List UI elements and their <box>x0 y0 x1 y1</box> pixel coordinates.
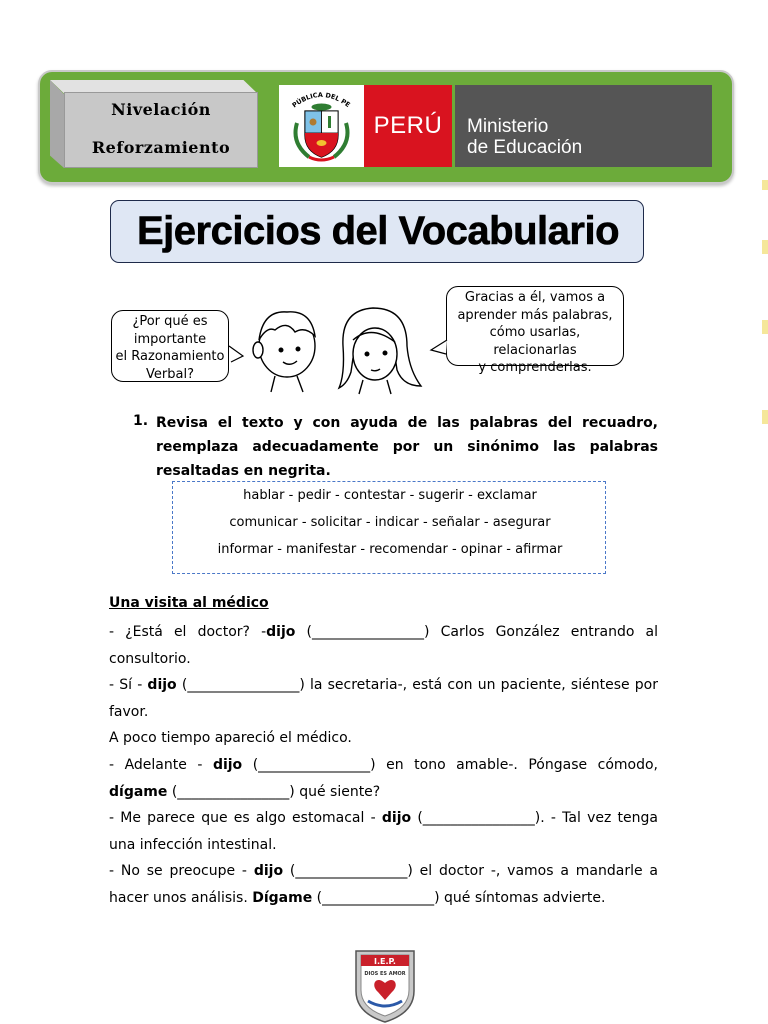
girl-drawing-icon <box>339 308 421 394</box>
story-paragraph-4 <box>109 752 658 805</box>
word-bank-line-3: informar - manifestar - recomendar - opinar - afirmar <box>217 542 563 557</box>
word-bank-line-2: comunicar - solicitar - indicar - señalar - asegurar <box>229 515 551 530</box>
boy-speech-bubble <box>111 310 229 382</box>
peru-label: PERÚ <box>364 85 452 167</box>
girl-line-2: aprender más palabras, <box>457 307 613 323</box>
bold-word: Dígame <box>252 889 313 906</box>
peru-coat-of-arms <box>279 85 364 167</box>
story-text: - Adelante - <box>109 756 213 773</box>
story-text: (________________) la secretaria-, está con un paciente, siéntese por favor. <box>109 677 658 720</box>
story-text: (________________) qué siente? <box>167 783 381 800</box>
children-illustration <box>225 296 465 396</box>
story-text: - No se preocupe - <box>109 863 254 880</box>
story-title: Una visita al médico <box>109 595 269 611</box>
word-bank-line-1: hablar - pedir - contestar - sugerir - exclamar <box>243 488 537 503</box>
logo-motto: DIOS ES AMOR <box>364 971 406 977</box>
logo-text: I.E.P. <box>374 957 396 966</box>
bold-word: dijo <box>147 677 177 694</box>
bold-word: dijo <box>253 863 284 880</box>
shield-caption: PÚBLICA DEL PE <box>290 90 352 110</box>
bold-word: dijo <box>266 624 296 640</box>
story-text: (________________) el doctor -, vamos a mandarle a hacer unos análisis. <box>109 863 658 906</box>
story-text: - Sí - <box>109 677 148 694</box>
bold-word: dijo <box>212 756 243 773</box>
page-title-box <box>110 200 644 263</box>
story-text: - Me parece que es algo estomacal - <box>109 810 382 827</box>
story-body <box>109 619 658 912</box>
page-title: Ejercicios del Vocabulario <box>137 209 619 253</box>
word-bank-box <box>172 481 606 574</box>
level-badge <box>50 80 258 168</box>
girl-bubble-tail <box>431 340 447 354</box>
level-label-1: Nivelación <box>111 100 211 119</box>
story-paragraph-6 <box>109 858 658 911</box>
boy-line-1: ¿Por qué es <box>132 314 208 329</box>
story-text: (________________) Carlos González entrando al consultorio. <box>109 624 658 667</box>
instruction-number: 1. <box>133 413 149 429</box>
story-text: (________________) qué síntomas advierte. <box>312 889 606 906</box>
ministry-label <box>455 85 712 167</box>
girl-speech-bubble <box>446 286 624 375</box>
school-logo-icon <box>352 945 418 1024</box>
edge-marks <box>760 180 768 480</box>
boy-drawing-icon <box>253 312 315 392</box>
level-label-2: Reforzamiento <box>91 138 231 157</box>
boy-line-2: importante <box>133 331 207 347</box>
story-text: (________________) en tono amable-. Póngase cómodo, <box>242 756 658 773</box>
story-paragraph-3: A poco tiempo apareció el médico. <box>109 730 352 747</box>
coat-of-arms-icon <box>279 85 364 167</box>
girl-line-3: cómo usarlas, relacionarlas <box>489 325 581 358</box>
level-badge-side <box>50 80 64 168</box>
bold-word: dijo <box>381 810 412 827</box>
story-text: (________________). - Tal vez tenga una infección intestinal. <box>109 810 658 853</box>
story-paragraph-5 <box>109 805 658 858</box>
boy-bubble-tail <box>229 346 243 362</box>
bold-word: dígame <box>109 783 168 800</box>
ministry-line-2: de Educación <box>467 137 583 158</box>
story-paragraph-2 <box>109 672 658 725</box>
instruction-text: Revisa el texto y con ayuda de las palabras del recuadro, reemplaza adecuadamente por un sinónimo las palabras resaltadas en negrita. <box>156 415 658 479</box>
girl-line-4: y comprenderlas. <box>478 360 592 375</box>
boy-line-3: el Razonamiento <box>115 349 225 364</box>
girl-line-1: Gracias a él, vamos a <box>464 290 606 305</box>
story-paragraph-1 <box>109 619 658 672</box>
boy-line-4: Verbal? <box>146 366 194 382</box>
story-text: - ¿Está el doctor? - <box>109 624 267 640</box>
ministry-line-1: Ministerio <box>467 116 549 137</box>
